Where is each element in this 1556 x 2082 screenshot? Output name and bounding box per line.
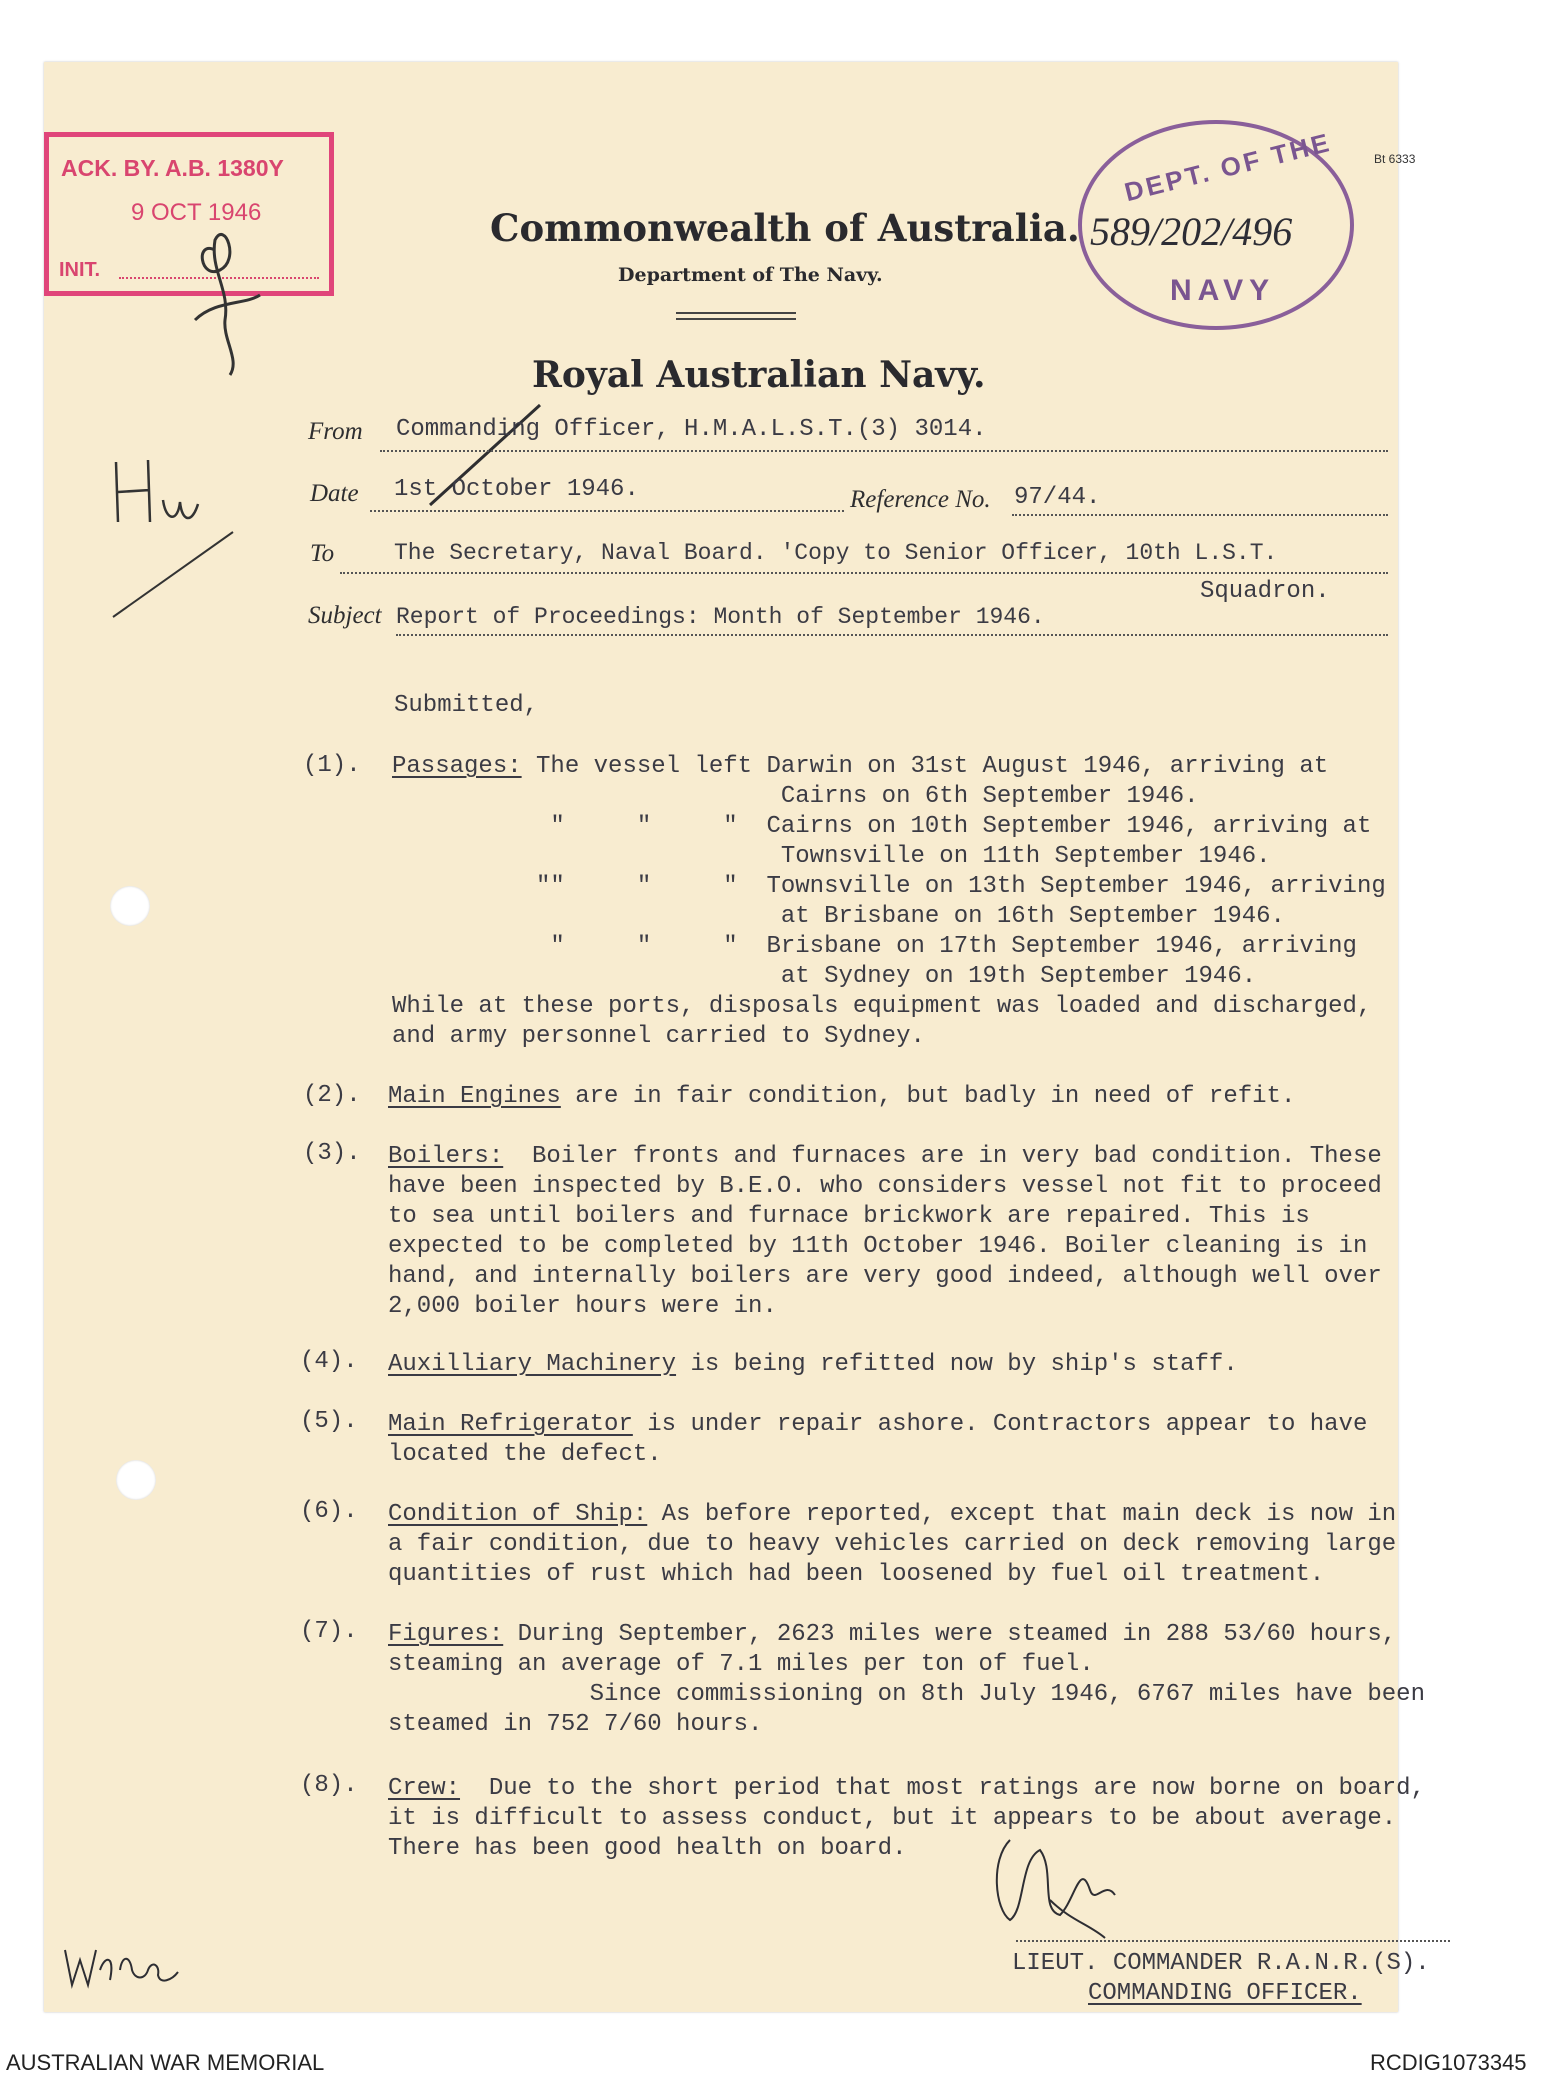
to-rule [340,572,1388,574]
item-heading: Condition of Ship: [388,1501,648,1528]
item-line: is being refitted now by ship's staff. [676,1351,1238,1378]
item-line: While at these ports, disposals equipment was loaded and discharged, [392,993,1372,1020]
ack-stamp-init-label: INIT. [59,259,101,281]
handwritten-signature [980,1820,1130,1940]
ack-stamp-line: ACK. BY. A.B. 1380Y [61,155,284,181]
item-line: There has been good health on board. [388,1835,907,1862]
item-line: have been inspected by B.E.O. who considers vessel not fit to proceed [388,1173,1382,1200]
item-heading: Passages: [392,753,522,780]
item-heading: Main Refrigerator [388,1411,633,1438]
item-line: During September, 2623 miles were steamed in 288 53/60 hours, [503,1621,1397,1648]
item-body [388,1410,1367,1470]
reference-value: 97/44. [1014,484,1101,511]
item-line: it is difficult to assess conduct, but it appears to be about average. [388,1805,1397,1832]
item-heading: Crew: [388,1775,461,1802]
item-number: (5). [300,1408,358,1435]
item-line: expected to be completed by 11th October 1946. Boiler cleaning is in [388,1233,1368,1260]
item-body [388,1620,1425,1740]
from-rule [380,450,1388,452]
item-body [388,1082,1295,1112]
item-line: 2,000 boiler hours were in. [388,1293,777,1320]
item-line: As before reported, except that main deck is now in [647,1501,1397,1528]
to-value-continued: Squadron. [1200,578,1330,605]
item-line: at Brisbane on 16th September 1946. [392,903,1285,930]
item-line: is under repair ashore. Contractors appear to have [632,1411,1368,1438]
from-label: From [308,418,363,445]
item-number: (1). [303,752,361,779]
item-line: Due to the short period that most ratings are now borne on board, [460,1775,1425,1802]
item-heading: Figures: [388,1621,504,1648]
item-line: and army personnel carried to Sydney. [392,1023,925,1050]
navy-stamp-file-number: 589/202/496 [1090,209,1293,254]
item-body [388,1500,1396,1590]
reference-label: Reference No. [850,486,991,513]
item-line: steaming an average of 7.1 miles per ton of fuel. [388,1651,1094,1678]
item-line: a fair condition, due to heavy vehicles carried on deck removing large [388,1531,1397,1558]
item-line: " " " Cairns on 10th September 1946, arriving at [392,813,1372,840]
reference-rule [1012,514,1388,516]
date-value: 1st October 1946. [394,476,639,503]
item-body [388,1350,1238,1380]
item-line: located the defect. [388,1441,662,1468]
item-line: "" " " Townsville on 13th September 1946, arriving [392,873,1386,900]
handwritten-initials-stamp [185,210,275,380]
letterhead-rule-1 [676,312,796,314]
signature-rule [1016,1940,1450,1942]
signatory-title: COMMANDING OFFICER. [1088,1980,1362,2007]
item-line: quantities of rust which had been loosened by fuel oil treatment. [388,1561,1325,1588]
punch-hole-lower [116,1460,156,1500]
item-number: (6). [300,1498,358,1525]
from-value: Commanding Officer, H.M.A.L.S.T.(3) 3014. [396,416,987,443]
item-line: Boiler fronts and furnaces are in very bad condition. These [503,1143,1382,1170]
letterhead-service: Royal Australian Navy. [532,354,986,396]
navy-department-stamp [1078,120,1354,330]
item-line: Cairns on 6th September 1946. [392,783,1199,810]
item-line: are in fair condition, but badly in need of refit. [560,1083,1296,1110]
subject-rule [396,634,1388,636]
item-heading: Boilers: [388,1143,504,1170]
footer-item-id: RCDIG1073345 [1370,2050,1527,2075]
to-label: To [310,540,335,567]
item-line: to sea until boilers and furnace brickwork are repaired. This is [388,1203,1310,1230]
item-number: (7). [300,1618,358,1645]
item-line: Townsville on 11th September 1946. [392,843,1271,870]
item-number: (2). [303,1082,361,1109]
item-number: (4). [300,1348,358,1375]
item-line: " " " Brisbane on 17th September 1946, arriving [392,933,1357,960]
subject-label: Subject [308,602,382,629]
navy-stamp-top-text: DEPT. OF THE [1121,126,1335,208]
letterhead-title: Commonwealth of Australia. [490,206,1080,250]
item-line: at Sydney on 19th September 1946. [392,963,1257,990]
date-label: Date [310,480,359,507]
navy-stamp-bottom-text: NAVY [1170,274,1276,307]
item-heading: Main Engines [388,1083,561,1110]
footer-archive-name: AUSTRALIAN WAR MEMORIAL [6,2050,325,2075]
margin-handwriting-note [108,452,248,632]
subject-value: Report of Proceedings: Month of September 1946. [396,604,1045,630]
letterhead-department: Department of The Navy. [618,264,883,286]
item-line: Since commissioning on 8th July 1946, 6767 miles have been [388,1681,1425,1708]
to-value: The Secretary, Naval Board. 'Copy to Senior Officer, 10th L.S.T. [394,540,1278,566]
item-number: (8). [300,1772,358,1799]
form-code: Bt 6333 [1374,152,1416,166]
opening-line: Submitted, [394,692,539,719]
signatory-rank: LIEUT. COMMANDER R.A.N.R.(S). [1012,1950,1430,1977]
item-body [392,752,1386,1052]
item-heading: Auxilliary Machinery [388,1351,677,1378]
punch-hole-upper [110,886,150,926]
item-number: (3). [303,1140,361,1167]
item-body [388,1142,1382,1322]
item-line: The vessel left Darwin on 31st August 1946, arriving at [521,753,1329,780]
margin-initials-bottom [60,1940,190,2000]
letterhead-rule-2 [676,318,796,320]
item-line: steamed in 752 7/60 hours. [388,1711,763,1738]
item-body [388,1774,1425,1864]
item-line: hand, and internally boilers are very good indeed, although well over [388,1263,1382,1290]
ack-stamp-date: 9 OCT 1946 [131,199,262,226]
date-rule [370,510,844,512]
